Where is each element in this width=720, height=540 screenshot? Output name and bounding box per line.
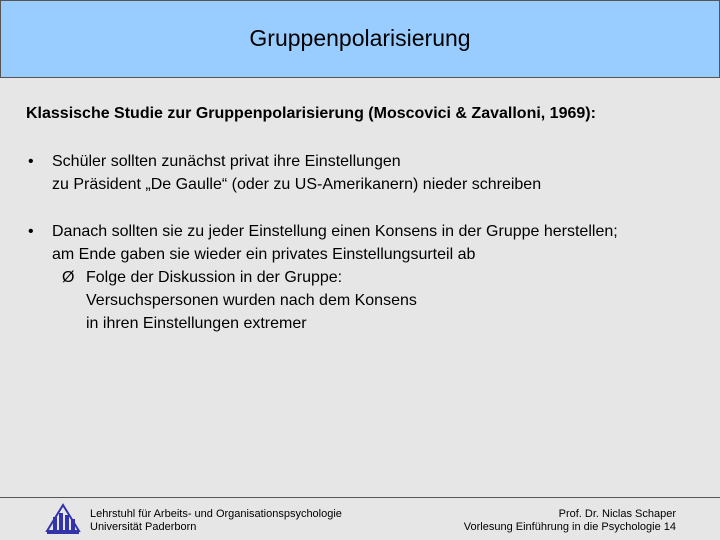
bullet-line: Schüler sollten zunächst privat ihre Einstellungen [52, 153, 401, 170]
footer-author: Prof. Dr. Niclas Schaper [558, 508, 676, 520]
title-bar [0, 0, 720, 78]
slide-heading: Klassische Studie zur Gruppenpolarisierung (Moscovici & Zavalloni, 1969): [26, 105, 596, 122]
sub-bullet-line: in ihren Einstellungen extremer [86, 315, 307, 332]
footer-lecture-info [464, 508, 676, 534]
slide-title: Gruppenpolarisierung [249, 24, 471, 51]
footer-chair: Lehrstuhl für Arbeits- und Organisationspsychologie [90, 508, 342, 520]
sub-bullet-line: Folge der Diskussion in der Gruppe: [86, 269, 343, 286]
bullet-line: Danach sollten sie zu jeder Einstellung einen Konsens in der Gruppe herstellen; [52, 223, 618, 240]
arrow-icon: Ø [62, 269, 75, 286]
footer-divider [0, 497, 720, 498]
university-logo-icon [45, 501, 81, 535]
footer-institution [90, 508, 342, 534]
sub-bullet-line: Versuchspersonen wurden nach dem Konsens [86, 292, 417, 309]
bullet-line: zu Präsident „De Gaulle“ (oder zu US-Amerikanern) nieder schreiben [52, 176, 542, 193]
footer-lecture: Vorlesung Einführung in die Psychologie 14 [463, 521, 676, 533]
bullet-marker: • [28, 153, 34, 170]
bullet-marker: • [28, 223, 34, 240]
footer-university: Universität Paderborn [90, 521, 197, 533]
bullet-line: am Ende gaben sie wieder ein privates Einstellungsurteil ab [52, 246, 476, 263]
